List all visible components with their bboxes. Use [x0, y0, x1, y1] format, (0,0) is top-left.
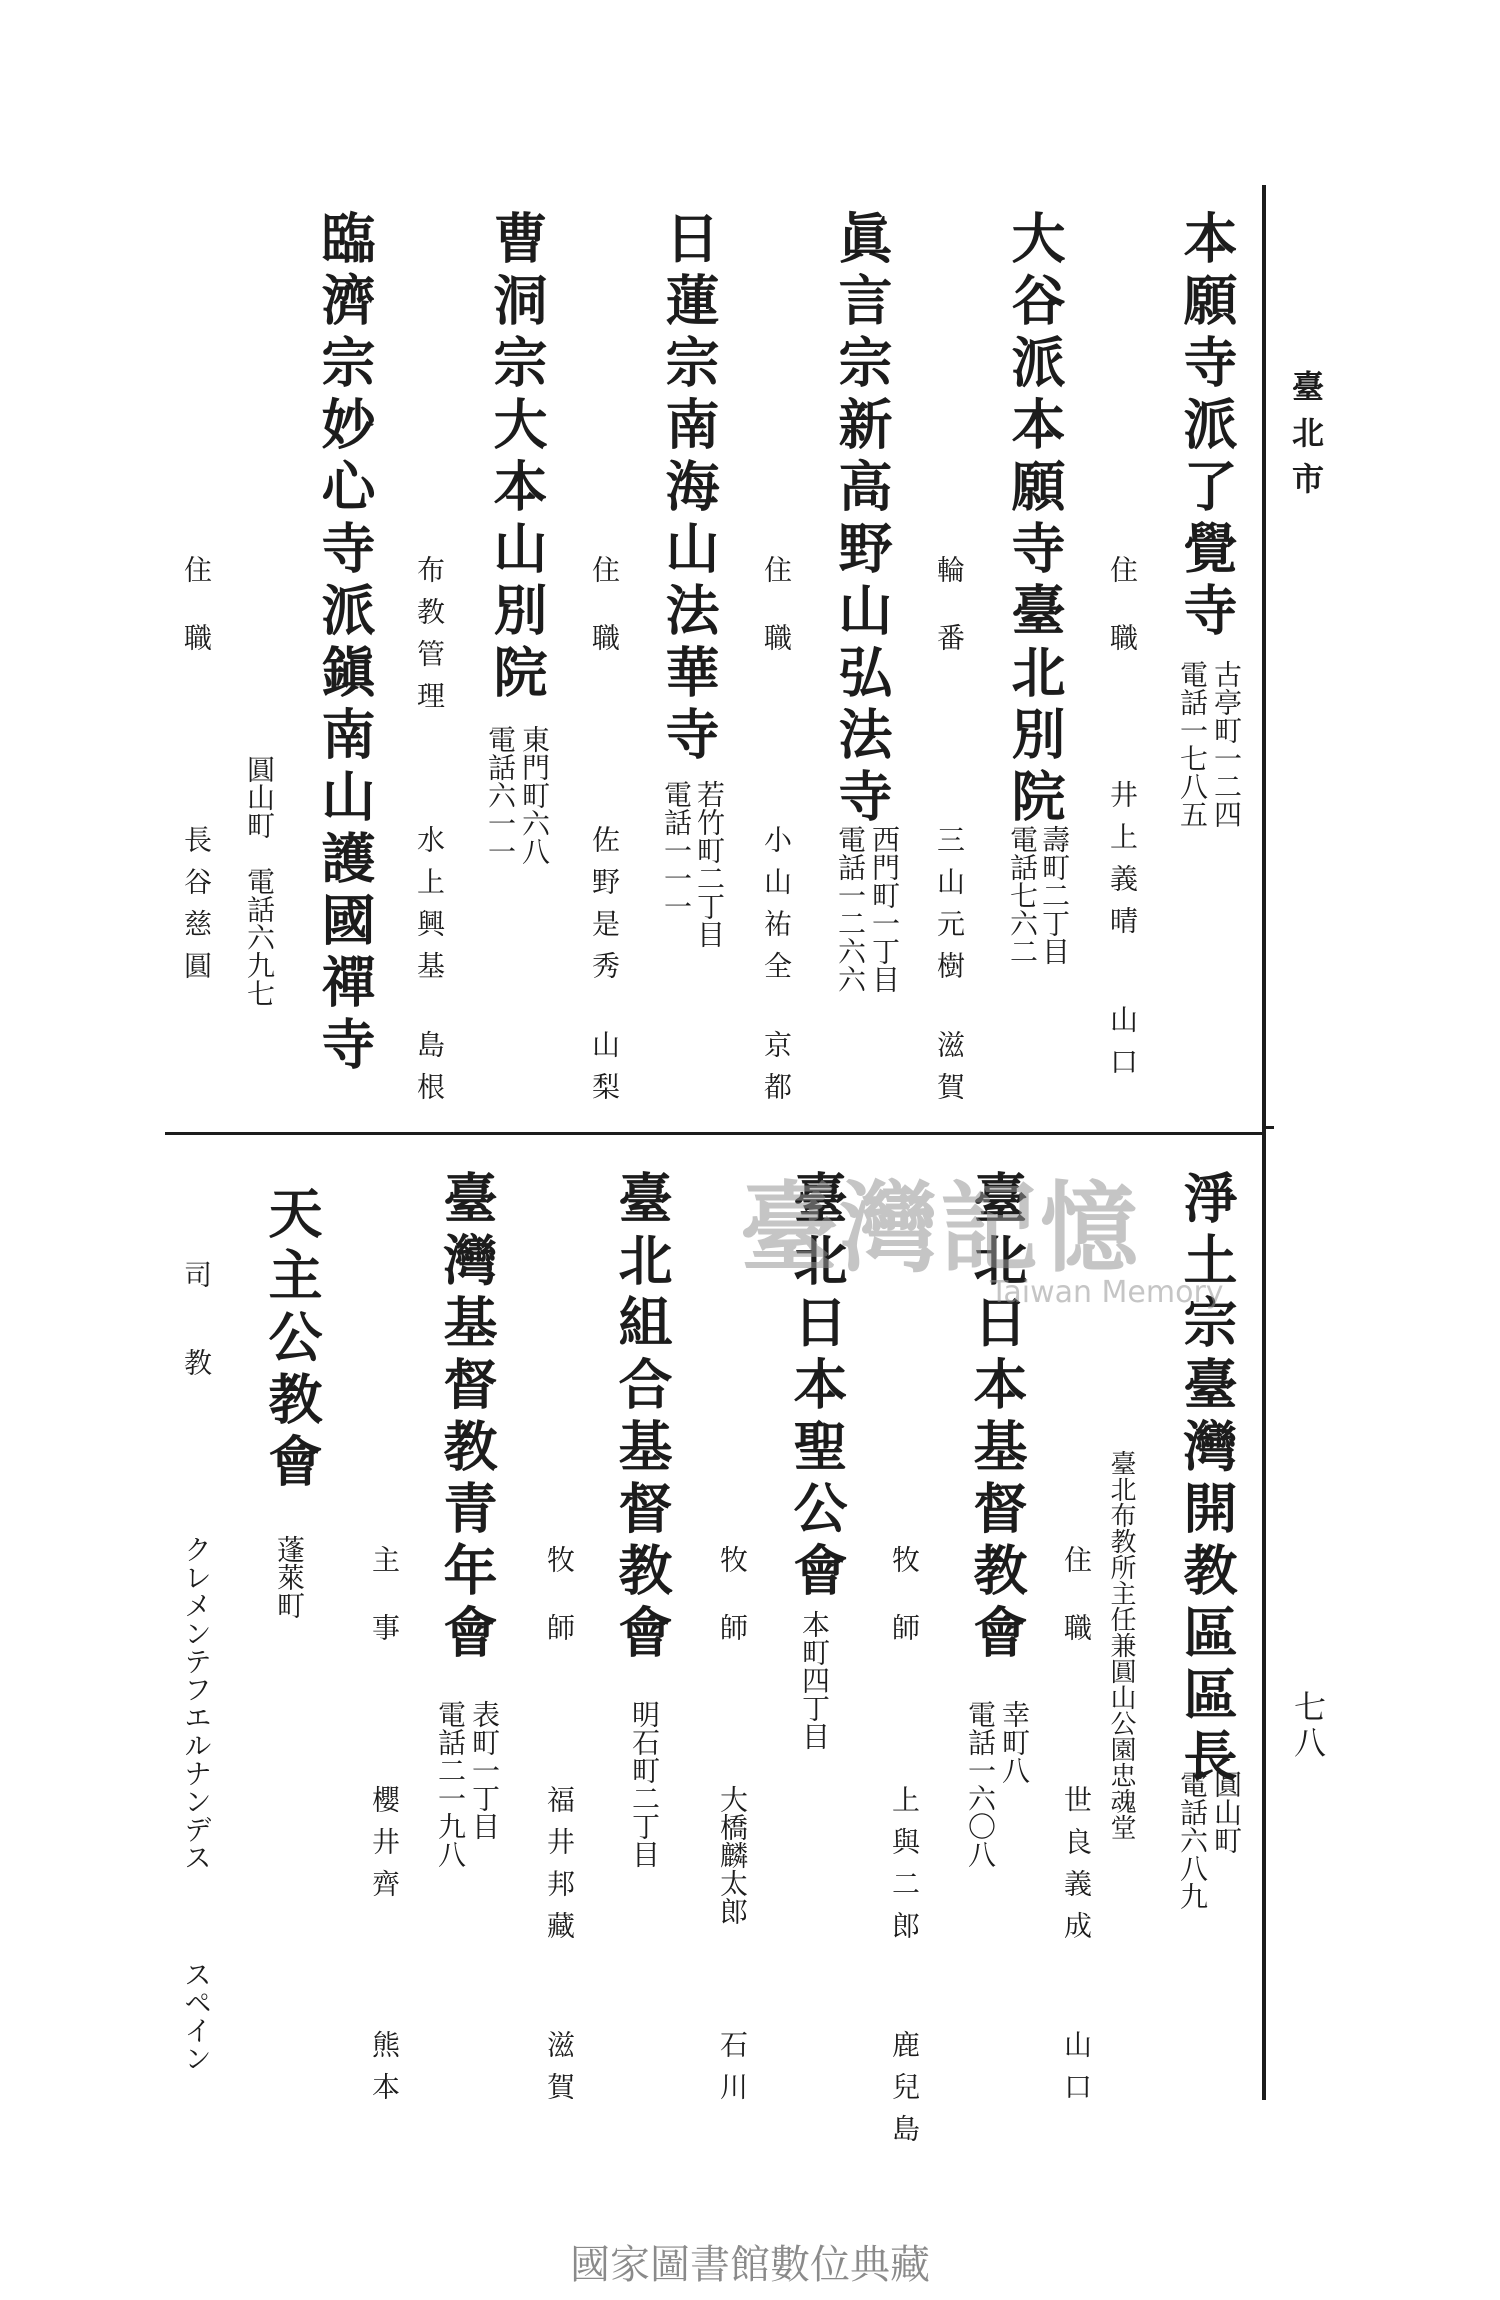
entry-name: 臺北日本基督教會	[965, 1170, 1029, 1666]
entry-name: 臺北組合基督教會	[610, 1170, 674, 1666]
entry-address: 西門町一丁目	[868, 825, 901, 993]
entry-address: 壽町二丁目	[1038, 825, 1071, 965]
entry-address-phone: 圓山町 電話六九七	[243, 755, 276, 1007]
entry-phone: 電話六一一	[484, 725, 517, 865]
entry-origin: 山口	[1106, 1005, 1139, 1089]
entry-address: 圓山町	[1210, 1770, 1243, 1854]
entry-phone: 電話七六二	[1006, 825, 1039, 965]
entry-name: 本願寺派了覺寺	[1175, 210, 1239, 644]
entry-origin: 山梨	[588, 1030, 621, 1114]
entry-origin: 島根	[413, 1030, 446, 1114]
entry-person: 世良義成	[1060, 1785, 1093, 1953]
entry-phone: 電話二一九八	[434, 1700, 467, 1868]
horizontal-divider-left	[165, 1132, 1262, 1135]
entry-person: 大橋麟太郎	[716, 1785, 749, 1925]
entry-person: 三山元樹	[933, 825, 966, 993]
entry-origin: スペイン	[180, 1960, 213, 2072]
entry-phone: 電話六八九	[1176, 1770, 1209, 1910]
entry-person: 水上興基	[413, 825, 446, 993]
entry-origin: 鹿兒島	[888, 2030, 921, 2156]
right-vertical-rule	[1262, 185, 1266, 2100]
entry-address: 東門町六八	[518, 725, 551, 865]
entry-person: 長谷慈圓	[180, 825, 213, 993]
entry-phone: 電話一一一	[660, 780, 693, 920]
entry-origin: 山口	[1060, 2030, 1093, 2114]
entry-role: 住職	[1106, 555, 1139, 691]
entry-address: 幸町八	[998, 1700, 1031, 1784]
horizontal-divider-tick	[1262, 1126, 1274, 1129]
entry-role: 布教管理	[413, 555, 446, 723]
entry-address: 明石町二丁目	[628, 1700, 661, 1868]
entry-person: 上與二郎	[888, 1785, 921, 1953]
entry-person: 小山祐全	[760, 825, 793, 993]
entry-address: 若竹町二丁目	[693, 780, 726, 948]
page-number: 七八	[1289, 1690, 1327, 1762]
entry-name: 淨土宗臺灣開教區區長	[1175, 1170, 1239, 1790]
entry-role: 住職	[588, 555, 621, 691]
entry-name: 臨濟宗妙心寺派鎭南山護國禪寺	[313, 210, 377, 1078]
watermark-logo-subtext: Taiwan Memory	[990, 1275, 1224, 1310]
entry-address: 表町一丁目	[468, 1700, 501, 1840]
entry-phone: 電話一七八五	[1176, 660, 1209, 828]
entry-address: 古亭町一二四	[1210, 660, 1243, 828]
entry-role: 司教	[180, 1260, 213, 1436]
entry-name: 天主公教會	[260, 1185, 324, 1495]
entry-origin: 熊本	[368, 2030, 401, 2114]
entry-phone: 電話一六〇八	[964, 1700, 997, 1868]
entry-person: 佐野是秀	[588, 825, 621, 993]
entry-person: 櫻井齊	[368, 1785, 401, 1911]
entry-note: 臺北布教所主任兼圓山公園忠魂堂	[1106, 1450, 1136, 1840]
entry-role: 牧師	[888, 1545, 921, 1681]
entry-role: 牧師	[716, 1545, 749, 1681]
entry-name: 日蓮宗南海山法華寺	[657, 210, 721, 768]
entry-role: 輪番	[933, 555, 966, 691]
entry-name: 臺北日本聖公會	[785, 1170, 849, 1604]
footer-library-credit: 國家圖書館數位典藏	[570, 2242, 930, 2288]
entry-name: 眞言宗新高野山弘法寺	[830, 210, 894, 830]
entry-address: 本町四丁目	[798, 1610, 831, 1750]
entry-phone: 電話一二六六	[834, 825, 867, 993]
running-head-place: 臺北市	[1287, 370, 1325, 508]
entry-name: 大谷派本願寺臺北別院	[1003, 210, 1067, 830]
entry-role: 住職	[760, 555, 793, 691]
entry-role: 住職	[180, 555, 213, 691]
entry-origin: 京都	[760, 1030, 793, 1114]
entry-person: 福井邦藏	[543, 1785, 576, 1953]
entry-origin: 滋賀	[543, 2030, 576, 2114]
entry-address: 蓬萊町	[273, 1535, 306, 1619]
entry-role: 牧師	[543, 1545, 576, 1681]
entry-name: 臺灣基督教青年會	[435, 1170, 499, 1666]
entry-person: 井上義晴	[1106, 780, 1139, 948]
entry-role: 主事	[368, 1545, 401, 1681]
entry-person: クレメンテフエルナンデス	[180, 1535, 213, 1871]
entry-role: 住職	[1060, 1545, 1093, 1681]
entry-origin: 滋賀	[933, 1030, 966, 1114]
entry-name: 曹洞宗大本山別院	[485, 210, 549, 706]
entry-origin: 石川	[716, 2030, 749, 2114]
watermark-logo: 臺灣記憶	[740, 1171, 1141, 1286]
